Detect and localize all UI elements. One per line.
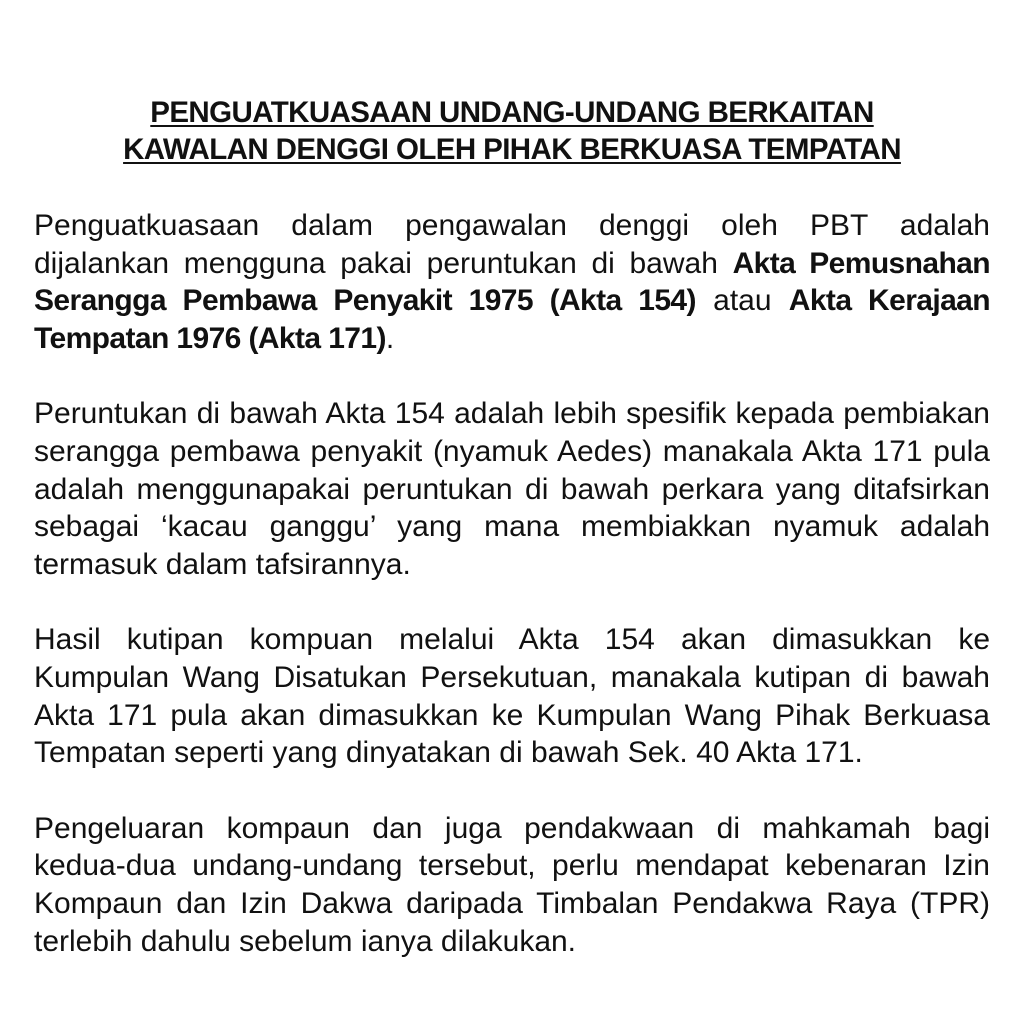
document-page	[34, 94, 990, 960]
paragraph-4: Pengeluaran kompaun dan juga pendakwaan di mahkamah bagi kedua-dua undang-undang tersebut, perlu mendapat kebenaran Izin Kompaun dan Izin Dakwa daripada Timbalan Pendakwa Raya (TPR) terlebih dahulu sebelum ianya dilakukan.	[34, 811, 990, 958]
title-line-1: PENGUATKUASAAN UNDANG-UNDANG BERKAITAN	[150, 96, 874, 129]
act-171-name: Akta Kerajaan Tempatan 1976 (Akta 171)	[34, 284, 990, 355]
paragraph-1-text-c: .	[385, 321, 395, 355]
title-line-2: KAWALAN DENGGI OLEH PIHAK BERKUASA TEMPATAN	[123, 133, 901, 166]
paragraph-2: Peruntukan di bawah Akta 154 adalah lebih spesifik kepada pembiakan serangga pembawa penyakit (nyamuk Aedes) manakala Akta 171 pula adalah menggunapakai peruntukan di bawah perkara yang ditafsirkan sebagai ‘kacau ganggu’ yang mana membiakkan nyamuk adalah termasuk dalam tafsirannya.	[34, 397, 990, 581]
paragraph-1-text-a: Penguatkuasaan dalam pengawalan denggi oleh PBT adalah dijalankan mengguna pakai peruntukan di bawah	[34, 209, 990, 280]
paragraph-1-text-b: atau	[695, 284, 789, 318]
paragraph-1	[34, 207, 990, 357]
document-title	[34, 94, 990, 168]
act-154-name: Akta Pemusnahan Serangga Pembawa Penyakit 1975 (Akta 154)	[34, 246, 990, 318]
paragraph-3: Hasil kutipan kompuan melalui Akta 154 akan dimasukkan ke Kumpulan Wang Disatukan Persekutuan, manakala kutipan di bawah Akta 171 pula akan dimasukkan ke Kumpulan Wang Pihak Berkuasa Tempatan seperti yang dinyatakan di bawah Sek. 40 Akta 171.	[34, 623, 990, 770]
